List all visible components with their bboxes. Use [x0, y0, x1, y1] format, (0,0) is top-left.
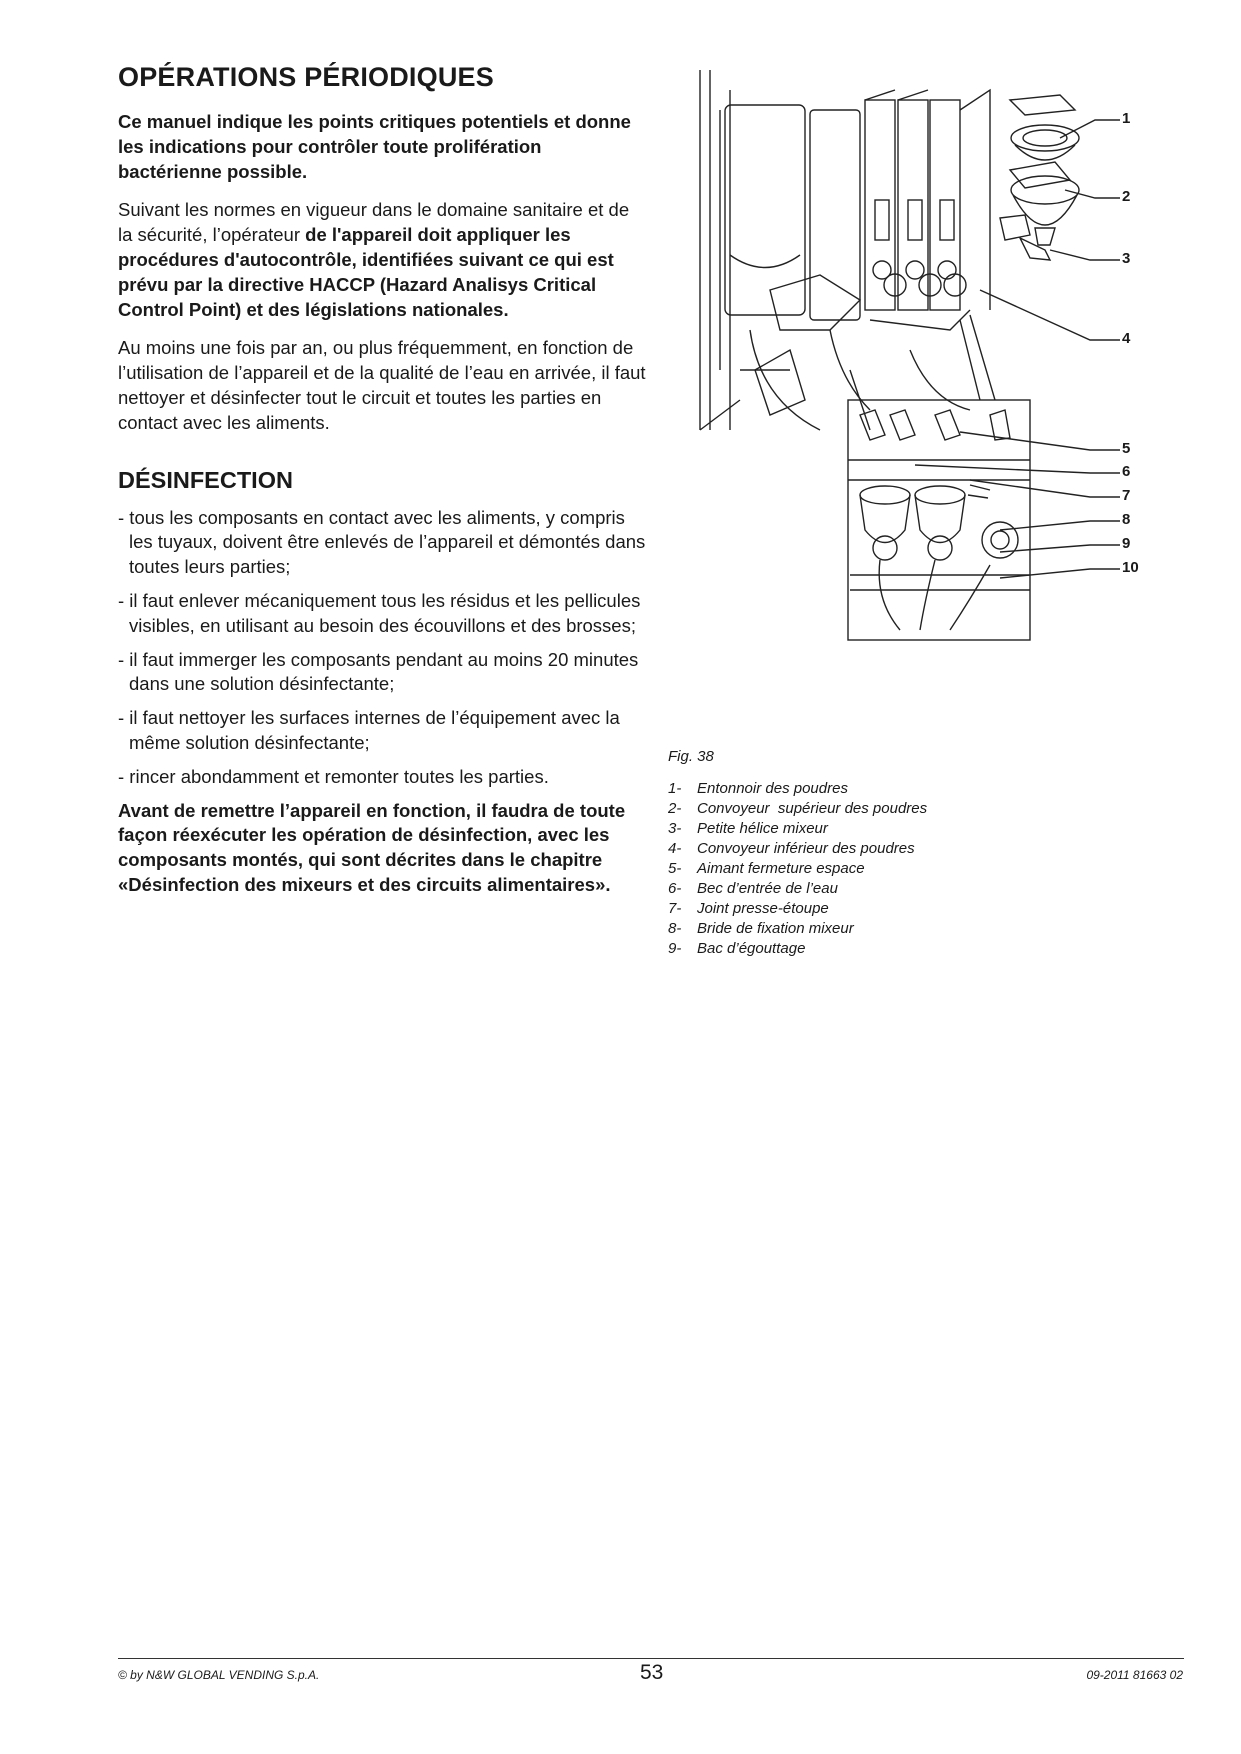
- bullet-item: - il faut enlever mécaniquement tous les résidus et les pellicules visibles, en utilisant au besoin des écouvillons et des brosses;: [118, 589, 641, 636]
- machine-illustration: [670, 70, 1230, 720]
- callout-1: 1: [1122, 110, 1131, 127]
- paragraph-haccp-normal: Suivant les normes en vigueur dans le domaine sanitaire et de la sécurité, l’opérateur: [118, 199, 630, 246]
- legend-item: [668, 919, 1088, 939]
- bullet-item: - rincer abondamment et remonter toutes les parties.: [118, 765, 549, 787]
- callout-10: 10: [1122, 559, 1139, 576]
- legend-number: 4-: [668, 840, 682, 857]
- legend-number: 9-: [668, 940, 682, 957]
- legend-text: Aimant fermeture espace: [697, 860, 865, 877]
- callout-5: 5: [1122, 440, 1131, 457]
- legend-text: Joint presse-étoupe: [697, 900, 829, 917]
- legend-item: [668, 939, 1088, 959]
- callout-8: 8: [1122, 511, 1131, 528]
- legend-item: [668, 899, 1088, 919]
- paragraph-haccp: [118, 198, 646, 322]
- legend-number: 6-: [668, 880, 682, 897]
- figure-38: [670, 70, 1230, 720]
- legend-number: 3-: [668, 820, 682, 837]
- paragraph-frequency: Au moins une fois par an, ou plus fréquemment, en fonction de l’utilisation de l’appareil et de la qualité de l’eau en arrivée, il faut nettoyer et désinfecter tout le circuit et toutes les parties en contact avec les aliments.: [118, 337, 646, 433]
- legend-number: 1-: [668, 780, 682, 797]
- figure-caption: Fig. 38: [668, 748, 714, 765]
- legend-number: 8-: [668, 920, 682, 937]
- section-title-disinfection: DÉSINFECTION: [118, 466, 293, 493]
- callout-9: 9: [1122, 535, 1131, 552]
- figure-legend: [668, 779, 1088, 959]
- legend-text: Bec d’entrée de l’eau: [697, 880, 838, 897]
- final-warning: Avant de remettre l’appareil en fonction, il faudra de toute façon réexécuter les opération de désinfection, avec les composants montés, qui sont décrites dans le chapitre «Désinfection des mixeurs et des circuits alimentaires».: [118, 799, 626, 895]
- intro-paragraph: Ce manuel indique les points critiques potentiels et donne les indications pour contrôler toute prolifération bactérienne possible.: [118, 111, 631, 182]
- legend-text: Bride de fixation mixeur: [697, 920, 854, 937]
- bullet-item: - tous les composants en contact avec les aliments, y compris les tuyaux, doivent être enlevés de l’appareil et démontés dans toutes leurs parties;: [118, 506, 646, 578]
- footer-rule: [118, 1658, 1184, 1659]
- legend-text: Convoyeur inférieur des poudres: [697, 840, 915, 857]
- legend-number: 7-: [668, 900, 682, 917]
- legend-number: 5-: [668, 860, 682, 877]
- footer-doc-code: 09-2011 81663 02: [1086, 1668, 1183, 1682]
- callout-6: 6: [1122, 463, 1131, 480]
- callout-4: 4: [1122, 330, 1131, 347]
- legend-item: [668, 839, 1088, 859]
- legend-item: [668, 799, 1088, 819]
- paragraph-haccp-bold: de l'appareil doit appliquer les procédures d'autocontrôle, identifiées suivant ce qui est prévu par la directive HACCP (Hazard Analisys Critical Control Point) et des législations nationales.: [118, 224, 614, 320]
- legend-item: [668, 879, 1088, 899]
- footer-copyright: © by N&W GLOBAL VENDING S.p.A.: [118, 1668, 320, 1682]
- legend-number: 2-: [668, 800, 682, 817]
- callout-7: 7: [1122, 487, 1131, 504]
- callout-2: 2: [1122, 188, 1131, 205]
- legend-item: [668, 859, 1088, 879]
- page-number: 53: [640, 1661, 664, 1684]
- legend-text: Bac d’égouttage: [697, 940, 806, 957]
- callout-3: 3: [1122, 250, 1131, 267]
- legend-text: Convoyeur supérieur des poudres: [697, 800, 928, 817]
- page-title: OPÉRATIONS PÉRIODIQUES: [118, 62, 494, 92]
- bullet-item: - il faut immerger les composants pendant au moins 20 minutes dans une solution désinfectante;: [118, 648, 639, 695]
- bullet-item: - il faut nettoyer les surfaces internes de l’équipement avec la même solution désinfectante;: [118, 707, 620, 753]
- legend-item: [668, 819, 1088, 839]
- main-text-column: [118, 62, 646, 898]
- legend-text: Entonnoir des poudres: [697, 780, 848, 797]
- legend-text: Petite hélice mixeur: [697, 820, 828, 837]
- legend-item: [668, 779, 1088, 799]
